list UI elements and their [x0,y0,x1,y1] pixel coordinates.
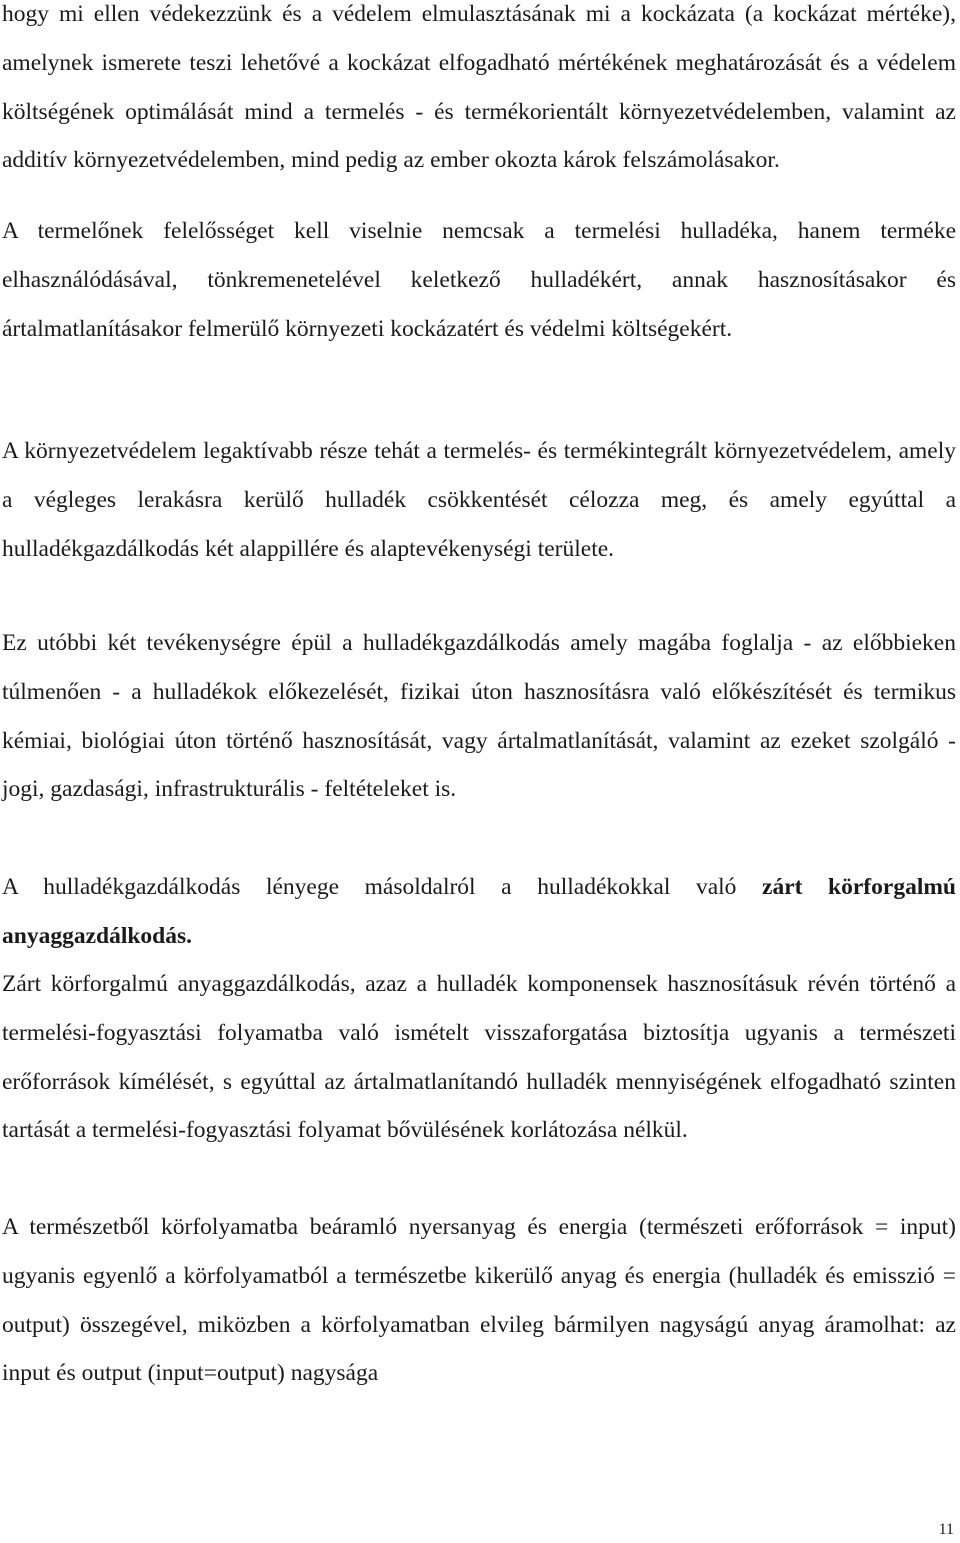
page-number: 11 [938,1521,954,1538]
paragraph-7: A természetből körfolyamatba beáramló nyersanyag és energia (természeti erőforrások = input) ugyanis egyenlő a körfolyamatból a természetbe kikerülő anyag és energia (hulladék és emisszió = output) összegével, miközben a körfolyamatban elvileg bármilyen nagyságú anyag áramolhat: az input és output (input=output) nagysága [2,1214,956,1387]
paragraph-6: Zárt körforgalmú anyaggazdálkodás, azaz a hulladék komponensek hasznosításuk révén történő a termelési-fogyasztási folyamatba való ismételt visszaforgatása biztosítja ugyanis a természeti erőforrások kímélését, s egyúttal az ártalmatlanítandó hulladék mennyiségének elfogadható szinten tartását a termelési-fogyasztási folyamat bővülésének korlátozása nélkül. [2,971,956,1144]
paragraph-5 [2,863,956,961]
paragraph-3: A környezetvédelem legaktívabb része tehát a termelés- és termékintegrált környezetvédelem, amely a végleges lerakásra kerülő hulladék csökkentését célozza meg, és amely egyúttal a hulladékgazdálkodás két alappillére és alaptevékenységi területe. [2,438,956,562]
paragraph-2: A termelőnek felelősséget kell viselnie nemcsak a termelési hulladéka, hanem terméke elhasználódásával, tönkremenetelével keletkező hulladékért, annak hasznosításakor és ártalmatlanításakor felmerülő környezeti kockázatért és védelmi költségekért. [2,218,956,342]
paragraph-1: hogy mi ellen védekezzünk és a védelem elmulasztásának mi a kockázata (a kockázat mértéke), amelynek ismerete teszi lehetővé a kockázat elfogadható mértékének meghatározását és a védelem költségének optimálását mind a termelés - és termékorientált környezetvédelemben, valamint az additív környezetvédelemben, mind pedig az ember okozta károk felszámolásakor. [2,1,956,174]
paragraph-5-text: A hulladékgazdálkodás lényege másoldalról a hulladékokkal való [2,874,763,900]
paragraph-5-bold-term: zárt körforgalmú anyaggazdálkodás. [2,874,956,949]
paragraph-4: Ez utóbbi két tevékenységre épül a hulladékgazdálkodás amely magába foglalja - az előbbieken túlmenően - a hulladékok előkezelését, fizikai úton hasznosításra való előkészítését és termikus kémiai, biológiai úton történő hasznosítását, vagy ártalmatlanítását, valamint az ezeket szolgáló - jogi, gazdasági, infrastrukturális - feltételeket is. [2,630,956,803]
